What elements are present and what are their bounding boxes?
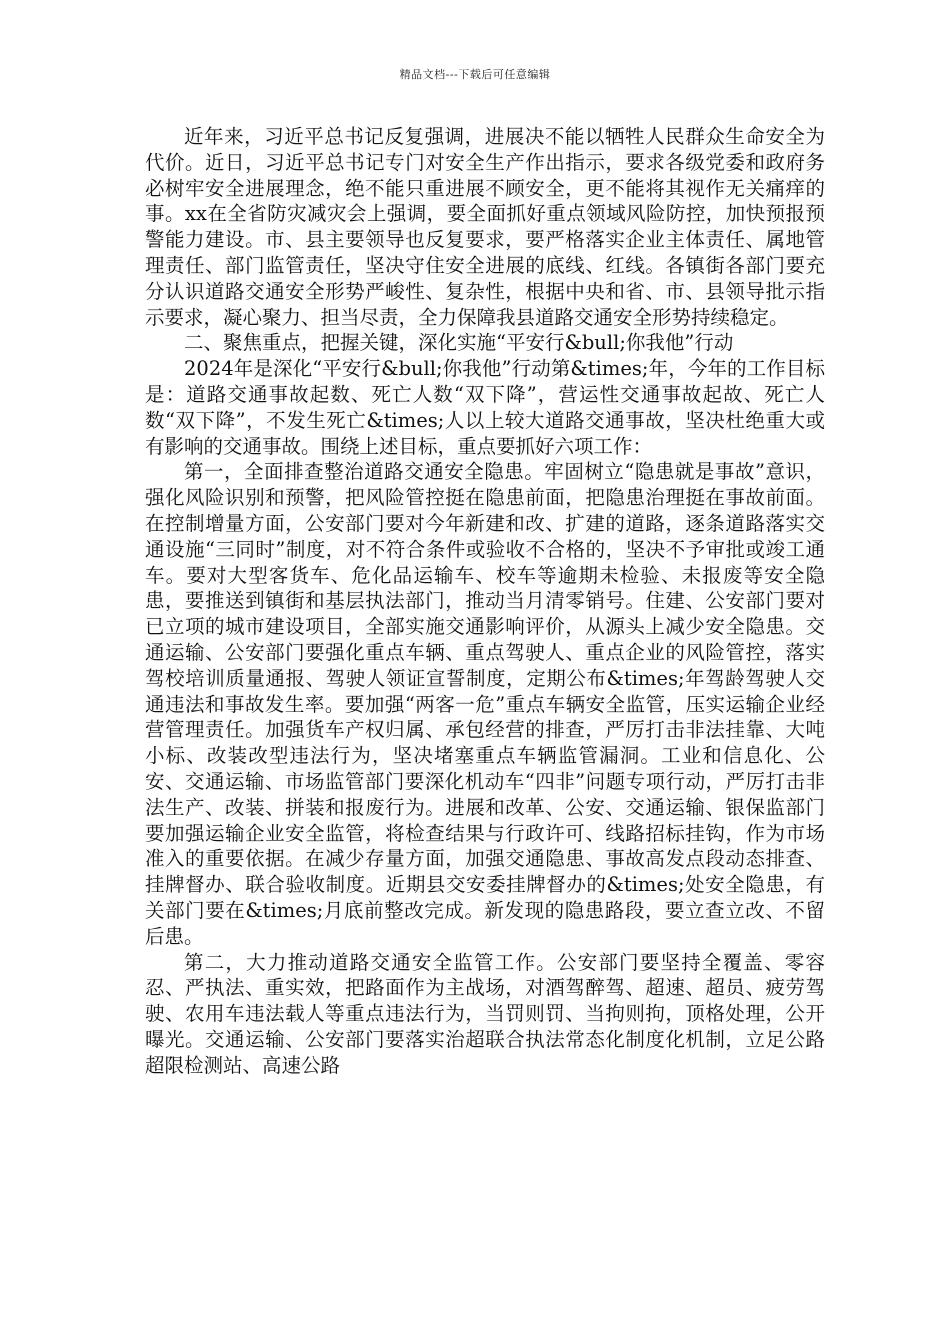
- paragraph-goals: 2024年是深化“平安行&bull;你我他”行动第&times;年，今年的工作目标是：道路交通事故起数、死亡人数“双下降”，营运性交通事故起故、死亡人数“双下降”，不发生死亡&times;人以上较大道路交通事故，坚决杜绝重大或有影响的交通事故。围绕上述目标，重点要抓好六项工作：: [145, 357, 825, 458]
- paragraph-second-task: 第二，大力推动道路交通安全监管工作。公安部门要坚持全覆盖、零容忍、严执法、重实效，把路面作为主战场，对酒驾醉驾、超速、超员、疲劳驾驶、农用车违法载人等重点违法行为，当罚则罚、当拘则拘，顶格处理，公开曝光。交通运输、公安部门要落实治超联合执法常态化制度化机制，立足公路超限检测站、高速公路: [145, 950, 825, 1077]
- document-body: [145, 124, 825, 1078]
- section-heading-two: 二、聚焦重点，把握关键，深化实施“平安行&bull;你我他”行动: [184, 331, 734, 355]
- paragraph-intro: 近年来，习近平总书记反复强调，进展决不能以牺牲人民群众生命安全为代价。近日，习近平总书记专门对安全生产作出指示，要求各级党委和政府务必树牢安全进展理念，绝不能只重进展不顾安全，更不能将其视作无关痛痒的事。xx在全省防灾减灾会上强调，要全面抓好重点领域风险防控，加快预报预警能力建设。市、县主要领导也反复要求，要严格落实企业主体责任、属地管理责任、部门监管责任，坚决守住安全进展的底线、红线。各镇街各部门要充分认识道路交通安全形势严峻性、复杂性，根据中央和省、市、县领导批示指示要求，凝心聚力、担当尽责，全力保障我县道路交通安全形势持续稳定。: [145, 125, 825, 329]
- page-header: 精品文档---下载后可任意编辑: [399, 68, 551, 81]
- paragraph-first-task: 第一，全面排查整治道路交通安全隐患。牢固树立“隐患就是事故”意识，强化风险识别和预警，把风险管控挺在隐患前面，把隐患治理挺在事故前面。在控制增量方面，公安部门要对今年新建和改、扩建的道路，逐条道路落实交通设施“三同时”制度，对不符合条件或验收不合格的，坚决不予审批或竣工通车。要对大型客货车、危化品运输车、校车等逾期未检验、未报废等安全隐患，要推送到镇街和基层执法部门，推动当月清零销号。住建、公安部门要对已立项的城市建设项目，全部实施交通影响评价，从源头上减少安全隐患。交通运输、公安部门要强化重点车辆、重点驾驶人、重点企业的风险管控，落实驾校培训质量通报、驾驶人领证宣誓制度，定期公布&times;年驾龄驾驶人交通违法和事故发生率。要加强“两客一危”重点车辆安全监管，压实运输企业经营管理责任。加强货车产权归属、承包经营的排查，严厉打击非法挂靠、大吨小标、改装改型违法行为，坚决堵塞重点车辆监管漏洞。工业和信息化、公安、交通运输、市场监管部门要深化机动车“四非”问题专项行动，严厉打击非法生产、改装、拼装和报废行为。进展和改革、公安、交通运输、银保监部门要加强运输企业安全监管，将检查结果与行政许可、线路招标挂钩，作为市场准入的重要依据。在减少存量方面，加强交通隐患、事故高发点段动态排查、挂牌督办、联合验收制度。近期县交安委挂牌督办的&times;处安全隐患，有关部门要在&times;月底前整改完成。新发现的隐患路段，要立查立改、不留后患。: [145, 460, 825, 948]
